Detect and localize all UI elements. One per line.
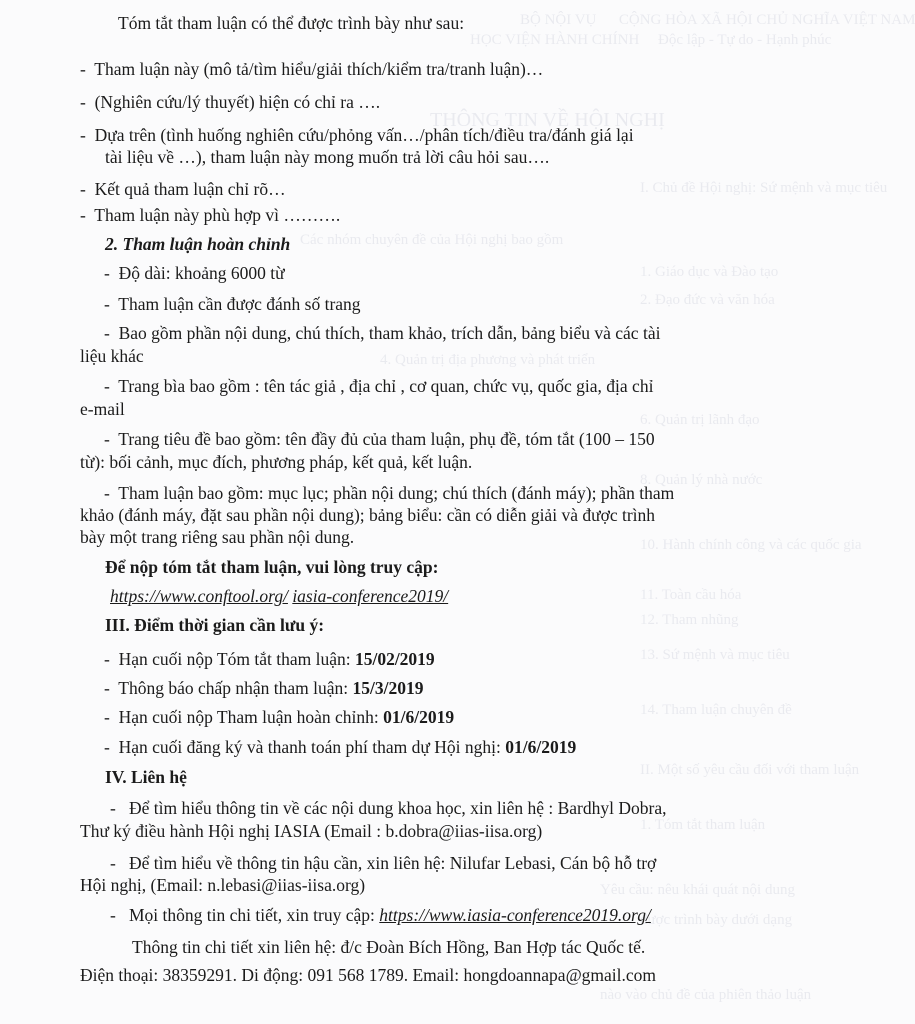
full-paper-item-continuation: khảo (đánh máy, đặt sau phần nội dung); bảng biểu: cần có diễn giải và được trình bbox=[80, 505, 656, 525]
deadline-item bbox=[104, 677, 764, 699]
dash-bullet: - bbox=[80, 205, 86, 225]
deadline-date: 01/6/2019 bbox=[383, 707, 455, 727]
section-4-heading: IV. Liên hệ bbox=[105, 767, 187, 787]
dash-bullet: - bbox=[80, 179, 86, 199]
footer-phone-email-line: Điện thoại: 38359291. Di động: 091 568 1789. Email: hongdoannapa@gmail.com bbox=[80, 965, 657, 985]
abstract-intro: Tóm tắt tham luận có thể được trình bày như sau: bbox=[118, 13, 465, 33]
full-paper-item-text: Trang bìa bao gồm : tên tác giả , địa chỉ , cơ quan, chức vụ, quốc gia, địa chỉ bbox=[118, 376, 654, 396]
dash-bullet: - bbox=[104, 323, 110, 343]
dash-bullet: - bbox=[104, 649, 110, 669]
abstract-item bbox=[80, 58, 740, 80]
abstract-item bbox=[80, 178, 740, 200]
abstract-item-text: Kết quả tham luận chỉ rõ… bbox=[94, 179, 286, 199]
abstract-item bbox=[80, 124, 740, 146]
deadline-date: 15/02/2019 bbox=[354, 649, 435, 669]
full-paper-item bbox=[104, 262, 764, 284]
abstract-item bbox=[80, 91, 740, 113]
footer-contact-line: Thông tin chi tiết xin liên hệ: đ/c Đoàn Bích Hồng, Ban Hợp tác Quốc tế. bbox=[132, 937, 646, 957]
abstract-item bbox=[80, 204, 740, 226]
contact-item bbox=[110, 852, 770, 874]
contact-continuation: Hội nghị, (Email: n.lebasi@iias-iisa.org) bbox=[80, 875, 366, 895]
full-paper-item bbox=[104, 375, 764, 397]
abstract-item-continuation: tài liệu về …), tham luận này mong muốn trả lời câu hỏi sau…. bbox=[105, 147, 550, 167]
deadline-item bbox=[104, 706, 764, 728]
full-paper-item bbox=[104, 482, 764, 504]
contact-continuation: Thư ký điều hành Hội nghị IASIA (Email : b.dobra@iias-iisa.org) bbox=[80, 821, 543, 841]
contact-text: Mọi thông tin chi tiết, xin truy cập: bbox=[128, 905, 380, 925]
dash-bullet: - bbox=[104, 294, 110, 314]
contact-item bbox=[110, 797, 770, 819]
dash-bullet: - bbox=[104, 737, 110, 757]
section-2-heading: 2. Tham luận hoàn chỉnh bbox=[105, 234, 291, 254]
document-page: BỘ NỘI VỤ CỘNG HÒA XÃ HỘI CHỦ NGHĨA VIỆT NAM HỌC VIỆN HÀNH CHÍNH Độc lập - Tự do - Hạnh phúc THÔNG TIN VỀ HỘI NGHỊ I. Chủ đề Hội nghị: Sứ mệnh và mục tiêu Các nhóm chuyên đề của Hội nghị bao gồm 1. Giáo dục và Đào tạo 2. Đạo đức và văn hóa 4. Quản trị địa phương và phát triển 6. Quản trị lãnh đạo 8. Quản lý nhà nước 10. Hành chính công và các quốc gia 11. Toàn cầu hóa 12. Tham nhũng 13. Sứ mệnh và mục tiêu 14. Tham luận chuyên đề II. Một số yêu cầu đối với tham luận 1. Tóm tắt tham luận Yêu cầu: nêu khái quát nội dung được trình bày dưới dạng nào vào chủ đề của phiên thảo luận Tóm tắt tham luận có thể được trình bày như sau: - Tham luận này (mô tả/tìm hiểu/giải thích/kiểm tra/tranh luận)… - (Nghiên cứu/lý thuyết) hiện có chỉ ra …. - Dựa trên (tình huống nghiên cứu/phỏng vấn…/phân tích/điều tra/đánh giá lại tài liệu về …), tham luận này mong muốn trả lời câu hỏi sau…. - Kết quả tham luận chỉ rõ… - Tham luận này phù hợp vì ………. 2. Tham luận hoàn chỉnh - Độ dài: khoảng 6000 từ - Tham luận cần được đánh số trang - Bao gồm phần nội dung, chú thích, tham khảo, trích dẫn, bảng biểu và các tài liệu khác - Trang bìa bao gồm : tên tác giả , địa chỉ , cơ quan, chức vụ, quốc gia, địa chỉ e-mail - Trang tiêu đề bao gồm: tên đầy đủ của tham luận, phụ đề, tóm tắt (100 – 150 từ): bối cảnh, mục đích, phương pháp, kết quả, kết luận. - Tham luận bao gồm: mục lục; phần nội dung; chú thích (đánh máy); phần tham khảo (đánh máy, đặt sau phần nội dung); bảng biểu: cần có diễn giải và được trình bày một trang riêng sau phần nội dung. Để nộp tóm tắt tham luận, vui lòng truy cập: https://www.conftool.org/ iasia-conference2019/ III. Điểm thời gian cần lưu ý: - Hạn cuối nộp Tóm tắt tham luận: 15/02/2019 - Thông báo chấp nhận tham luận: 15/3/2019 - Hạn cuối nộp Tham luận hoàn chỉnh: 01/6/2019 - Hạn cuối đăng ký và thanh toán phí tham dự Hội nghị: 01/6/2019 IV. Liên hệ - Để tìm hiểu thông tin về các nội dung khoa học, xin liên hệ : Bardhyl Dobra, Thư ký điều hành Hội nghị IASIA (Email : b.dobra@iias-iisa.org) - Để tìm hiểu về thông tin hậu cần, xin liên hệ: Nilufar Lebasi, Cán bộ hỗ trợ Hội nghị, (Email: n.lebasi@iias-iisa.org) - Mọi thông tin chi tiết, xin truy cập: https://www.iasia-conference2019.org/ Thông tin chi tiết xin liên hệ: đ/c Đoàn Bích Hồng, Ban Hợp tác Quốc tế. Điện thoại: 38359291. Di động: 091 568 1789. Email: hongdoannapa@gmail.com bbox=[80, 12, 915, 1003]
dash-bullet: - bbox=[80, 59, 86, 79]
deadline-label: Thông báo chấp nhận tham luận: bbox=[118, 678, 353, 698]
contact-item bbox=[110, 904, 770, 926]
deadline-item bbox=[104, 736, 764, 758]
full-paper-item-continuation: từ): bối cảnh, mục đích, phương pháp, kết quả, kết luận. bbox=[80, 452, 473, 472]
full-paper-item-text: Tham luận bao gồm: mục lục; phần nội dung; chú thích (đánh máy); phần tham bbox=[118, 483, 675, 503]
dash-bullet: - bbox=[104, 483, 110, 503]
full-paper-item-text: Trang tiêu đề bao gồm: tên đầy đủ của tham luận, phụ đề, tóm tắt (100 – 150 bbox=[118, 429, 655, 449]
full-paper-item-text: Tham luận cần được đánh số trang bbox=[118, 294, 361, 314]
full-paper-item bbox=[104, 322, 764, 344]
full-paper-item-text: Bao gồm phần nội dung, chú thích, tham khảo, trích dẫn, bảng biểu và các tài bbox=[118, 323, 661, 343]
conference-website-link[interactable]: https://www.iasia-conference2019.org/ bbox=[379, 905, 651, 925]
deadline-item bbox=[104, 648, 764, 670]
dash-bullet: - bbox=[104, 678, 110, 698]
deadline-label: Hạn cuối đăng ký và thanh toán phí tham dự Hội nghị: bbox=[118, 737, 506, 757]
full-paper-item bbox=[104, 428, 764, 450]
contact-text: Để tìm hiểu về thông tin hậu cần, xin liên hệ: Nilufar Lebasi, Cán bộ hỗ trợ bbox=[128, 853, 657, 873]
full-paper-item-continuation: e-mail bbox=[80, 399, 125, 419]
abstract-item-text: Tham luận này phù hợp vì ………. bbox=[94, 205, 341, 225]
submit-link-line bbox=[110, 585, 770, 607]
deadline-label: Hạn cuối nộp Tham luận hoàn chỉnh: bbox=[118, 707, 384, 727]
dash-bullet: - bbox=[104, 429, 110, 449]
contact-text: Để tìm hiểu thông tin về các nội dung khoa học, xin liên hệ : Bardhyl Dobra, bbox=[128, 798, 667, 818]
dash-bullet: - bbox=[80, 92, 86, 112]
full-paper-item bbox=[104, 293, 764, 315]
dash-bullet: - bbox=[104, 376, 110, 396]
full-paper-item-continuation: liệu khác bbox=[80, 346, 144, 366]
deadline-date: 01/6/2019 bbox=[505, 737, 577, 757]
deadline-label: Hạn cuối nộp Tóm tắt tham luận: bbox=[118, 649, 355, 669]
full-paper-item-continuation: bày một trang riêng sau phần nội dung. bbox=[80, 527, 355, 547]
dash-bullet: - bbox=[110, 853, 116, 873]
dash-bullet: - bbox=[104, 707, 110, 727]
abstract-item-text: Dựa trên (tình huống nghiên cứu/phỏng vấn…/phân tích/điều tra/đánh giá lại bbox=[94, 125, 634, 145]
abstract-item-text: Tham luận này (mô tả/tìm hiểu/giải thích/kiểm tra/tranh luận)… bbox=[94, 59, 544, 79]
deadline-date: 15/3/2019 bbox=[352, 678, 424, 698]
section-3-heading: III. Điểm thời gian cần lưu ý: bbox=[105, 615, 325, 635]
dash-bullet: - bbox=[104, 263, 110, 283]
submit-heading: Để nộp tóm tắt tham luận, vui lòng truy cập: bbox=[105, 557, 439, 577]
full-paper-item-text: Độ dài: khoảng 6000 từ bbox=[118, 263, 285, 283]
conftool-link[interactable]: https://www.conftool.org/ bbox=[110, 586, 288, 606]
dash-bullet: - bbox=[110, 905, 116, 925]
conftool-link-path[interactable]: iasia-conference2019/ bbox=[292, 586, 449, 606]
dash-bullet: - bbox=[80, 125, 86, 145]
dash-bullet: - bbox=[110, 798, 116, 818]
abstract-item-text: (Nghiên cứu/lý thuyết) hiện có chỉ ra …. bbox=[94, 92, 381, 112]
